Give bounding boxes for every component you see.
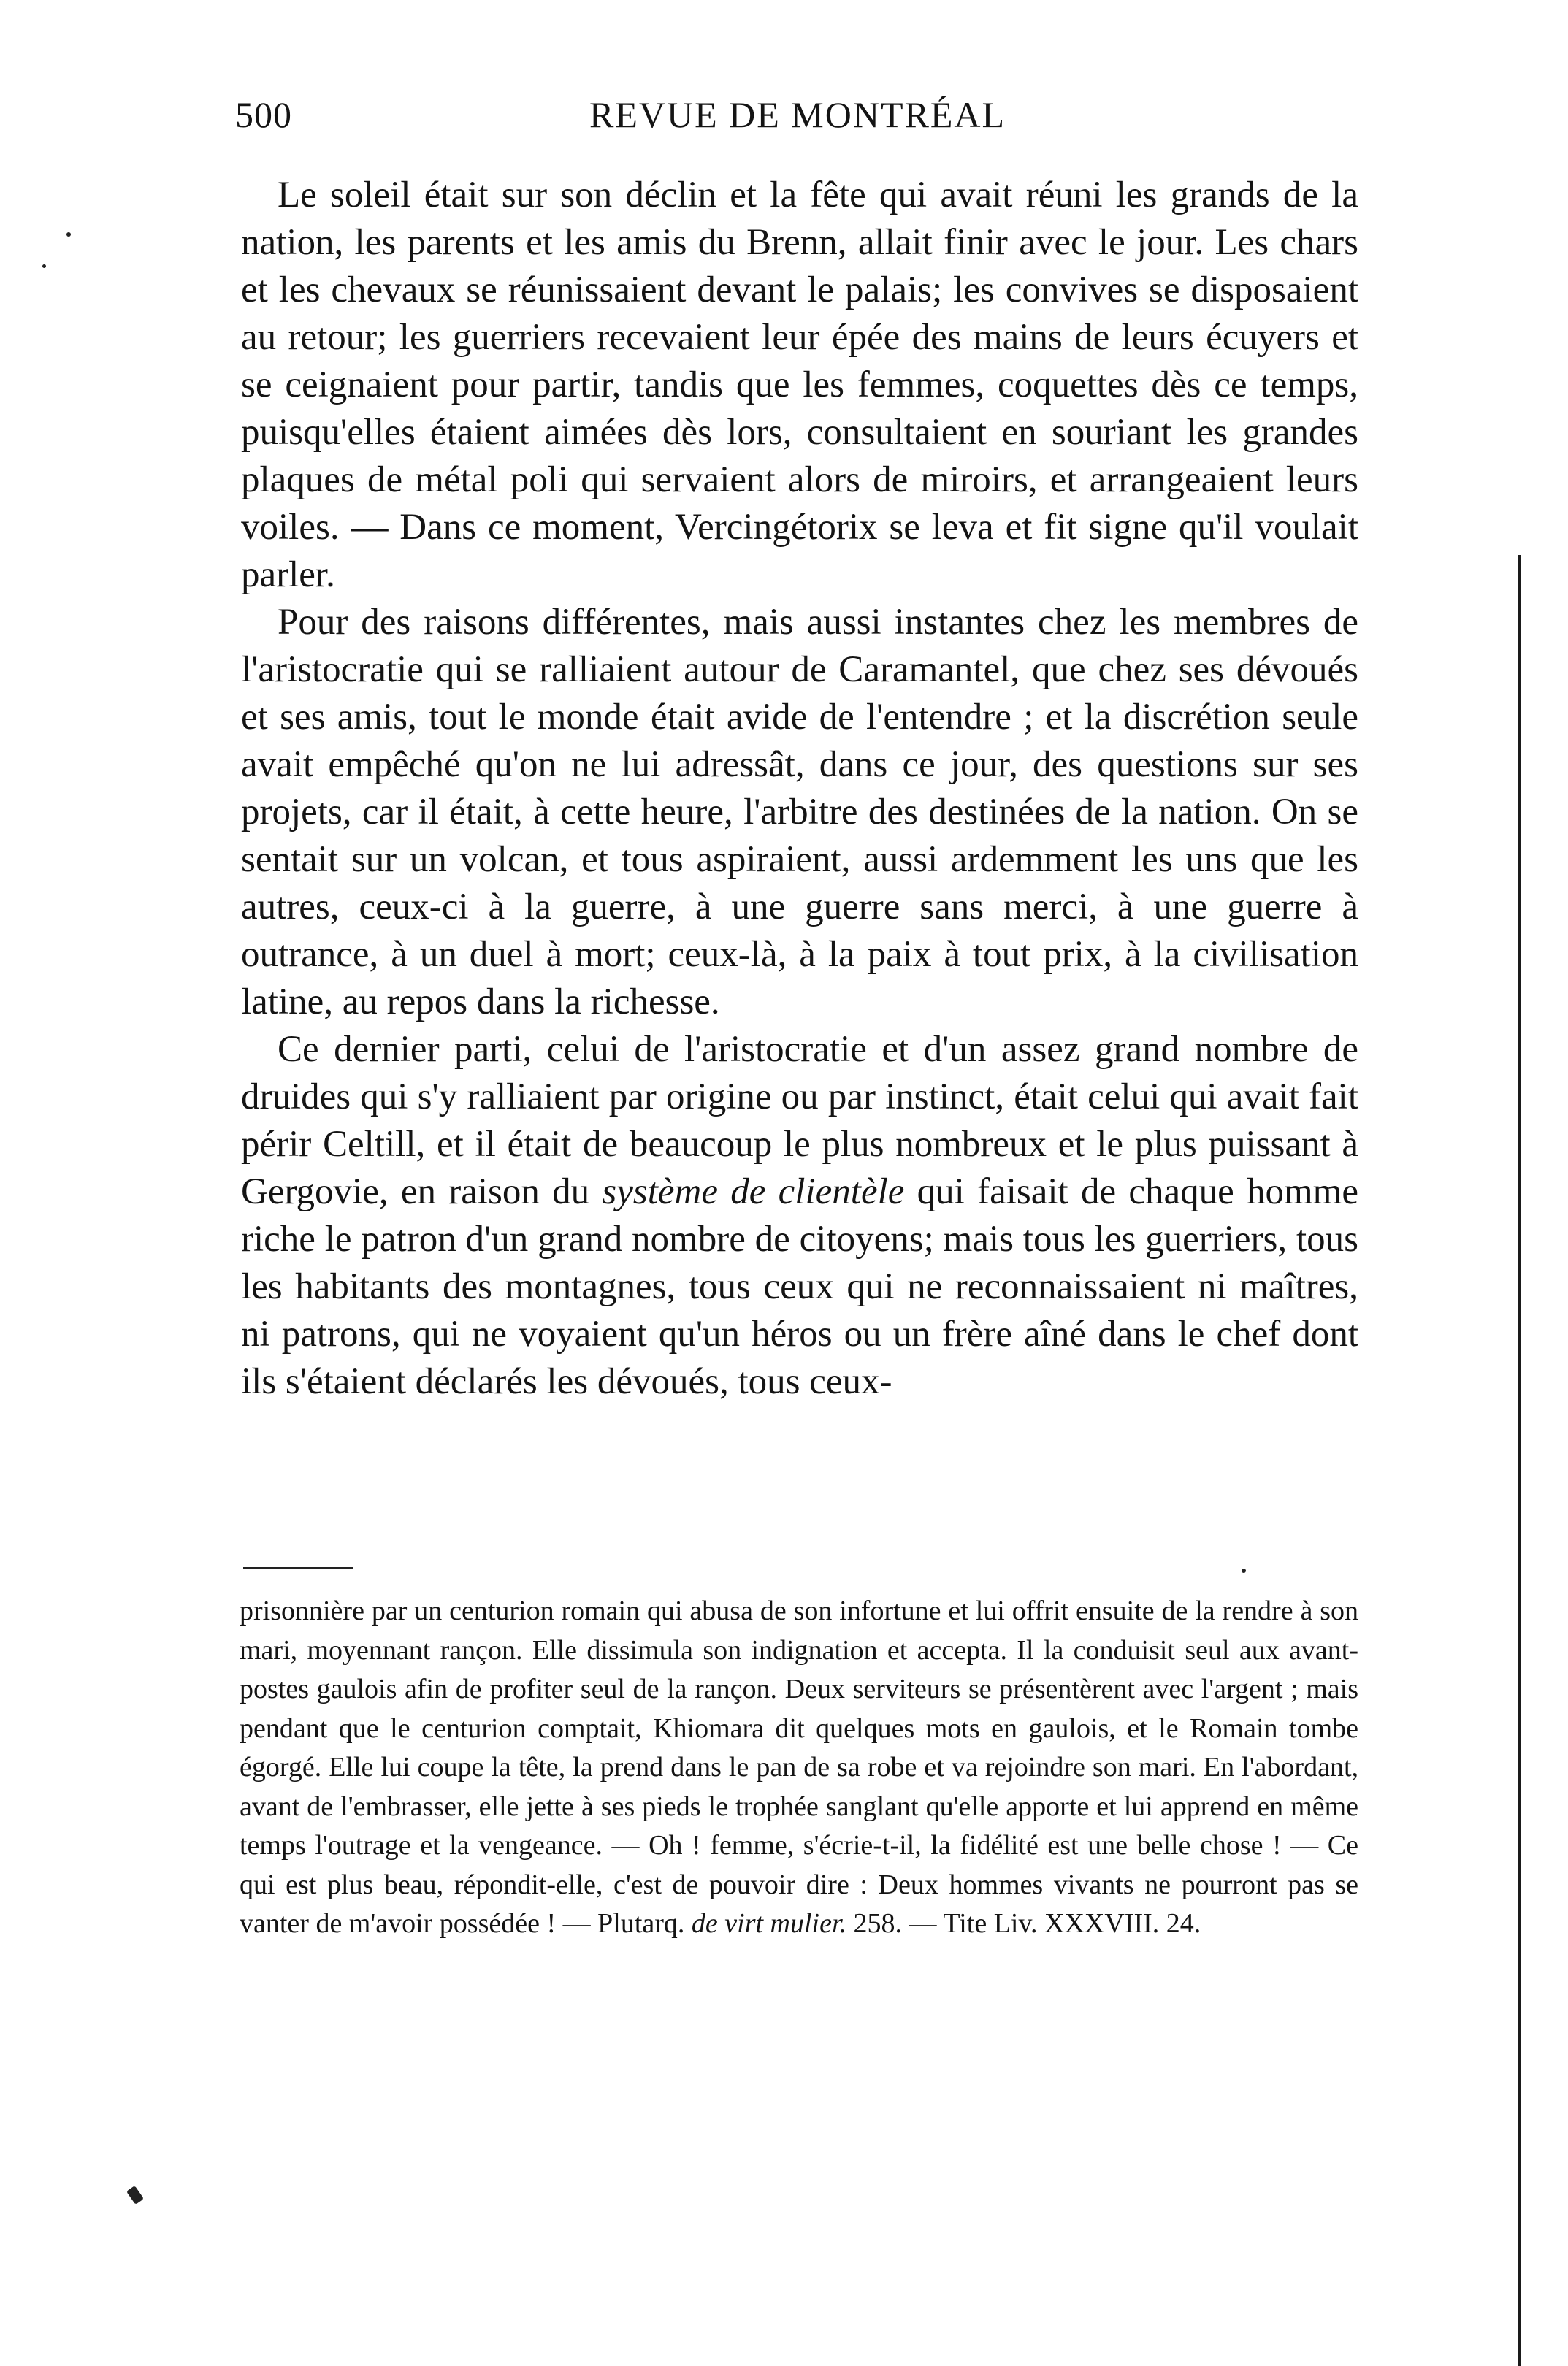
running-head: REVUE DE MONTRÉAL	[589, 94, 1006, 135]
paragraph-2: Pour des raisons différentes, mais aussi instantes chez les membres de l'aristocratie qui se ralliaient autour de Caramantel, que chez ses dévoués et ses amis, tout le monde était avide de l'entendre ; et la discrétion seule avait empêché qu'on ne lui adressât, dans ce jour, des questions sur ses projets, car il était, à cette heure, l'arbitre des destinées de la nation. On se sentait sur un volcan, et tous aspiraient, aussi ardemment les uns que les autres, ceux-ci à la guerre, à une guerre sans merci, à une guerre à outrance, à un duel à mort; ceux-là, à la paix à tout prix, à la civilisation latine, au repos dans la richesse.	[241, 602, 1358, 1022]
paragraph-3	[241, 1026, 1358, 1406]
footnote	[240, 1592, 1358, 1944]
footnote-italic-citation: de virt mulier.	[691, 1908, 847, 1939]
scan-speck	[1242, 1569, 1246, 1573]
footnote-text	[240, 1592, 1358, 1944]
paragraph-3-text-before: Ce dernier parti, celui de l'aristocratie et d'un assez grand nombre de druides qui s'y ralliaient par origine ou par instinct, était celui qui avait fait périr Celtill, et il était de beaucoup le plus nombreux et le plus puissant à Gergovie, en raison du	[241, 1029, 1358, 1212]
page-number: 500	[235, 94, 292, 135]
paragraph-3-text-after: qui faisait de chaque homme riche le patron d'un grand nombre de citoyens; mais tous les guerriers, tous les habitants des montagnes, tous ceux qui ne reconnaissaient ni maîtres, ni patrons, qui ne voyaient qu'un héros ou un frère aîné dans le chef dont ils s'étaient déclarés les dévoués, tous ceux-	[241, 1171, 1358, 1402]
footnote-divider	[243, 1567, 353, 1569]
scan-speck	[66, 232, 71, 237]
scan-margin-line	[1518, 555, 1521, 2366]
paragraph-1: Le soleil était sur son déclin et la fête qui avait réuni les grands de la nation, les parents et les amis du Brenn, allait finir avec le jour. Les chars et les chevaux se réunissaient devant le palais; les convives se disposaient au retour; les guerriers recevaient leur épée des mains de leurs écuyers et se ceignaient pour partir, tandis que les femmes, coquettes dès ce temps, puisqu'elles étaient aimées dès lors, consultaient en souriant les grandes plaques de métal poli qui servaient alors de miroirs, et arrangeaient leurs voiles. — Dans ce moment, Vercingétorix se leva et fit signe qu'il voulait parler.	[241, 175, 1358, 595]
main-text	[241, 172, 1358, 1406]
footnote-text-before: prisonnière par un centurion romain qui abusa de son infortune et lui offrit ensuite de la rendre à son mari, moyennant rançon. Elle dissimula son indignation et accepta. Il la conduisit seul aux avant-postes gaulois afin de profiter seul de la rançon. Deux serviteurs se présentèrent avec l'argent ; mais pendant que le centurion comptait, Khiomara dit quelques mots en gaulois, et le Romain tombe égorgé. Elle lui coupe la tête, la prend dans le pan de sa robe et va rejoindre son mari. En l'abordant, avant de l'embrasser, elle jette à ses pieds le trophée sanglant qu'elle apporte et lui apprend en même temps l'outrage et la vengeance. — Oh ! femme, s'écrie-t-il, la fidélité est une belle chose ! — Ce qui est plus beau, répondit-elle, c'est de pouvoir dire : Deux hommes vivants ne pourront pas se vanter de m'avoir possédée ! — Plutarq.	[240, 1596, 1358, 1939]
paragraph-3-italic-term: système de clientèle	[602, 1171, 905, 1212]
page-header	[235, 93, 1360, 152]
scan-speck	[126, 2186, 144, 2205]
scan-speck	[42, 264, 46, 268]
footnote-text-after: 258. — Tite Liv. XXXVIII. 24.	[846, 1908, 1201, 1939]
